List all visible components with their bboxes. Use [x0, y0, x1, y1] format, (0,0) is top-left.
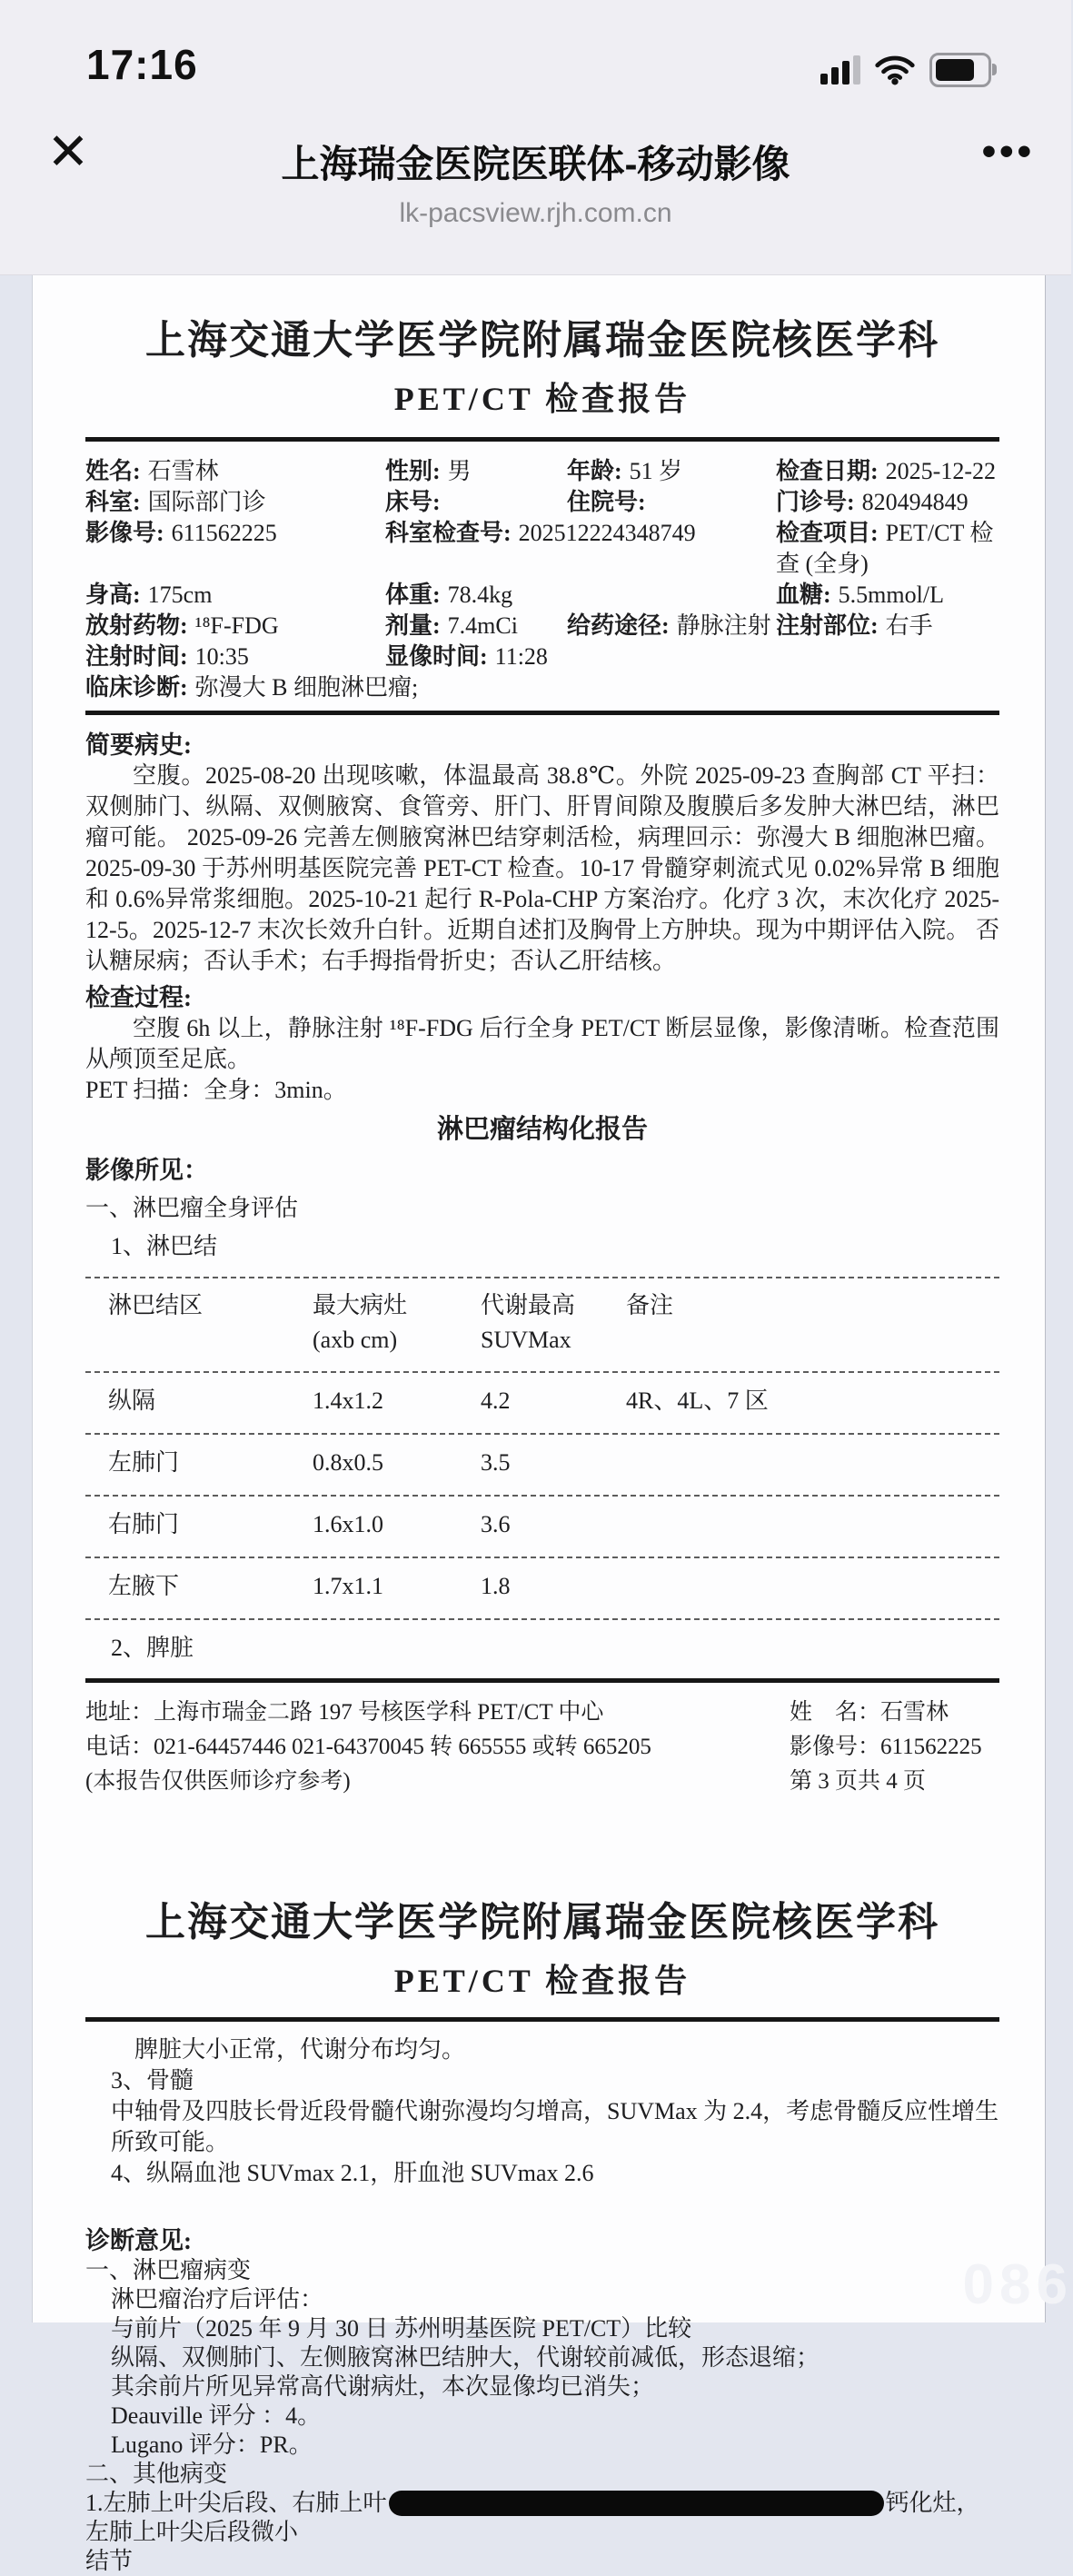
- footer-patient-name: 姓 名：石雪林: [790, 1700, 949, 1725]
- browser-chrome: [0, 0, 1071, 275]
- more-menu-icon[interactable]: •••: [981, 129, 1035, 174]
- footer-image-no: 影像号：611562225: [790, 1735, 982, 1759]
- field-bed: 床号:: [385, 489, 441, 515]
- pet-scan-line: PET 扫描：全身：3min。: [85, 1077, 347, 1103]
- report-scroll-area[interactable]: [0, 275, 1073, 2575]
- finding-blood-pool: 4、纵隔血池 SUVmax 2.1，肝血池 SUVmax 2.6: [111, 2160, 594, 2186]
- finding-marrow-heading: 3、骨髓: [111, 2067, 194, 2094]
- table-row: 纵隔 1.4x1.2 4.2 4R、4L、7 区: [108, 1387, 769, 1414]
- field-age: 年龄: 51 岁: [567, 458, 683, 484]
- footer-note: (本报告仅供医师诊疗参考): [85, 1769, 351, 1794]
- divider-thick: [85, 437, 999, 442]
- process-heading: 检查过程:: [85, 984, 192, 1011]
- status-time: 17:16: [86, 41, 198, 88]
- footer-address: 地址：上海市瑞金二路 197 号核医学科 PET/CT 中心: [85, 1700, 604, 1725]
- battery-icon: [929, 53, 991, 87]
- footer-page-number: 第 3 页共 4 页: [790, 1769, 927, 1794]
- field-clinical-diagnosis: 临床诊断: 弥漫大 B 细胞淋巴瘤;: [85, 674, 419, 701]
- table-row: 右肺门 1.6x1.0 3.6: [108, 1511, 511, 1537]
- hospital-title: 上海交通大学医学院附属瑞金医院核医学科: [145, 318, 939, 363]
- diagnosis-line-redacted: 1.左肺上叶尖后段、右肺上叶 钙化灶，左肺上叶尖后段微小: [85, 2490, 980, 2546]
- diagnosis-line: 一、淋巴瘤病变: [85, 2257, 252, 2283]
- redaction-bar: [389, 2491, 884, 2516]
- wifi-icon: [875, 55, 915, 85]
- report-title: PET/CT 检查报告: [393, 381, 691, 417]
- page-footer: [85, 1696, 999, 1799]
- diagnosis-heading: 诊断意见:: [85, 2227, 192, 2254]
- field-exam-item: 检查项目: PET/CT 检查 (全身): [776, 520, 994, 577]
- field-exam-date: 检查日期: 2025-12-22: [776, 458, 996, 484]
- table-row: 左肺门 0.8x0.5 3.5: [108, 1449, 511, 1476]
- diagnosis-line: 二、其他病变: [85, 2461, 228, 2487]
- close-icon[interactable]: ✕: [46, 123, 90, 180]
- subsection-spleen: 2、脾脏: [111, 1635, 194, 1661]
- field-inpatient-no: 住院号:: [567, 489, 646, 515]
- field-injection-site: 注射部位: 右手: [776, 612, 933, 639]
- field-imaging-time: 显像时间: 11:28: [385, 643, 548, 670]
- field-route: 给药途径: 静脉注射: [567, 612, 771, 639]
- finding-marrow: 中轴骨及四肢长骨近段骨髓代谢弥漫均匀增高，SUVMax 为 2.4，考虑骨髓反应性增生所致可能。: [111, 2098, 999, 2155]
- report-document: [32, 275, 1046, 2575]
- history-text: 空腹。2025-08-20 出现咳嗽，体温最高 38.8℃。外院 2025-09-23 查胸部 CT 平扫：双侧肺门、纵隔、双侧腋窝、食管旁、肝门、肝胃间隙及腹膜后多发肿大淋巴结，淋巴瘤可能。 2025-09-26 完善左侧腋窝淋巴结穿刺活检，病理回示：弥漫大 B 细胞淋巴瘤。2025-09-30 于苏州明基医院完善 PET-CT 检查。10-17 骨髓穿刺流式见 0.02%异常 B 细胞和 0.6%异常浆细胞。2025-10-21 起行 R-Pola-CHP 方案治疗。化疗 3 次，末次化疗 2025-12-5。2025-12-7 末次长效升白针。近期自述扪及胸骨上方肿块。现为中期评估入院。 否认糖尿病；否认手术；右手拇指骨折史；否认乙肝结核。: [85, 762, 999, 974]
- page-url: lk-pacsview.rjh.com.cn: [399, 198, 672, 228]
- structured-report-title: 淋巴瘤结构化报告: [436, 1115, 648, 1144]
- diagnosis-line: 纵隔、双侧肺门、左侧腋窝淋巴结肿大，代谢较前减低，形态退缩；: [111, 2344, 820, 2371]
- status-bar: [0, 0, 1071, 94]
- subsection-lymph-nodes: 1、淋巴结: [111, 1233, 218, 1259]
- field-dept: 科室: 国际部门诊: [85, 489, 266, 515]
- field-weight: 体重: 78.4kg: [385, 582, 513, 608]
- field-outpatient-no: 门诊号: 820494849: [776, 489, 969, 515]
- field-sex: 性别: 男: [385, 458, 472, 484]
- table-header-row: 淋巴结区 最大病灶 (axb cm) 代谢最高 SUVMax 备注: [108, 1292, 674, 1353]
- diagnosis-line-clipped: 结节: [85, 2548, 134, 2575]
- field-dept-exam-no: 科室检查号: 202512224348749: [385, 520, 696, 546]
- process-text: 空腹 6h 以上，静脉注射 ¹⁸F-FDG 后行全身 PET/CT 断层显像，影像清晰。检查范围从颅顶至足底。: [85, 1015, 999, 1072]
- diagnosis-deauville-score: Deauville 评分 ：4。: [111, 2402, 322, 2429]
- divider-thick: [85, 1678, 999, 1683]
- field-image-no: 影像号: 611562225: [85, 520, 277, 546]
- field-height: 身高: 175cm: [85, 582, 213, 608]
- diagnosis-line: 淋巴瘤治疗后评估：: [111, 2286, 324, 2312]
- field-inject-time: 注射时间: 10:35: [85, 643, 249, 670]
- browser-header: [0, 94, 1071, 275]
- diagnosis-line: 其余前片所见异常高代谢病灶，本次显像均已消失；: [111, 2373, 655, 2400]
- report-title: PET/CT 检查报告: [393, 1963, 691, 1999]
- field-tracer: 放射药物: ¹⁸F-FDG: [85, 612, 279, 639]
- field-name: 姓名: 石雪林: [85, 458, 219, 484]
- table-divider: [85, 1618, 999, 1620]
- section-lymphoma-assessment: 一、淋巴瘤全身评估: [85, 1195, 299, 1221]
- diagnosis-lugano-score: Lugano 评分：PR。: [111, 2432, 313, 2458]
- divider-thick: [85, 2017, 999, 2022]
- diagnosis-block: [85, 2225, 999, 2576]
- hospital-title: 上海交通大学医学院附属瑞金医院核医学科: [145, 1900, 939, 1944]
- patient-info-block: [85, 456, 999, 703]
- status-icons: [820, 53, 991, 89]
- cellular-signal-icon: [820, 55, 860, 85]
- footer-phone: 电话：021-64457446 021-64370045 转 665555 或转 665205: [85, 1735, 651, 1759]
- report-page-4: [85, 1899, 999, 2576]
- field-glucose: 血糖: 5.5mmol/L: [776, 582, 944, 608]
- history-heading: 简要病史:: [85, 731, 192, 759]
- diagnosis-line: 与前片（2025 年 9 月 30 日 苏州明基医院 PET/CT）比较: [111, 2315, 692, 2342]
- page-title: 上海瑞金医院医联体-移动影像: [281, 143, 790, 185]
- lymph-node-table: [85, 1277, 999, 1620]
- table-row: 左腋下 1.7x1.1 1.8: [108, 1573, 511, 1599]
- divider-thick: [85, 711, 999, 715]
- report-page-3: [85, 317, 999, 1799]
- watermark-digits: 086: [962, 2253, 1073, 2316]
- finding-spleen: 脾脏大小正常，代谢分布均匀。: [134, 2036, 466, 2063]
- field-dose: 剂量: 7.4mCi: [385, 612, 518, 639]
- page-break: [85, 1799, 999, 1899]
- findings-heading: 影像所见：: [85, 1157, 208, 1184]
